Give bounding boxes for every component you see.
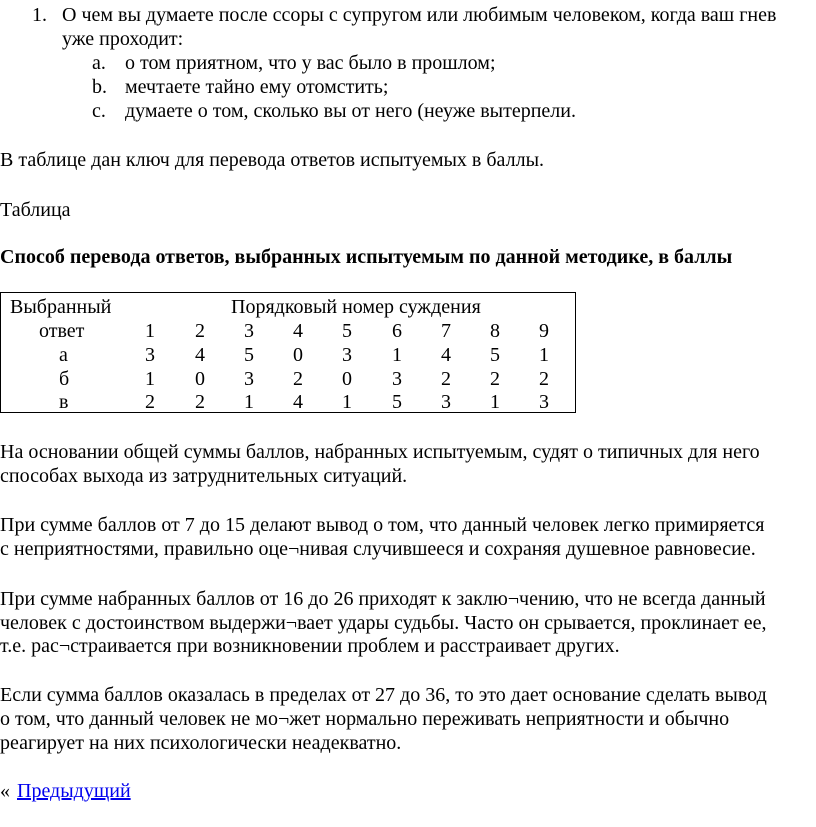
table-number: 3 <box>244 320 254 342</box>
intro-text: В таблице дан ключ для перевода ответов испытуемых в баллы. <box>0 149 545 171</box>
table-row-label: б <box>59 368 70 390</box>
table-cell: 2 <box>145 391 155 413</box>
table-label: Таблица <box>0 199 71 221</box>
table-cell: 1 <box>539 344 549 366</box>
paragraph-line: с неприятностями, правильно оце¬нивая случившееся и сохраняя душевное равновесие. <box>0 538 756 560</box>
table-cell: 2 <box>293 368 303 390</box>
table-number: 9 <box>539 320 549 342</box>
option-text-b: мечтаете тайно ему отомстить; <box>125 76 389 98</box>
table-cell: 3 <box>441 391 451 413</box>
table-number: 8 <box>490 320 500 342</box>
score-table <box>0 292 576 413</box>
paragraph-line: способах выхода из затруднительных ситуаций. <box>0 465 408 487</box>
table-cell: 4 <box>293 391 303 413</box>
table-number: 5 <box>342 320 352 342</box>
table-cell: 5 <box>490 344 500 366</box>
prev-nav-prefix: « <box>0 780 10 802</box>
table-header-left-line1: Выбранный <box>10 296 112 318</box>
table-number: 7 <box>441 320 451 342</box>
paragraph-line: т.е. рас¬страивается при возникновении проблем и расстраивает других. <box>0 635 620 657</box>
table-cell: 5 <box>244 344 254 366</box>
table-cell: 5 <box>392 391 402 413</box>
table-row-label: а <box>59 344 68 366</box>
table-cell: 3 <box>392 368 402 390</box>
table-cell: 1 <box>490 391 500 413</box>
table-header-left-line2: ответ <box>39 320 85 342</box>
paragraph-line: При сумме набранных баллов от 16 до 26 приходят к заклю¬чению, что не всегда данный <box>0 588 766 610</box>
option-text-c: думаете о том, сколько вы от него (неуже вытерпели. <box>125 100 576 122</box>
table-cell: 4 <box>441 344 451 366</box>
table-number: 2 <box>195 320 205 342</box>
table-cell: 1 <box>342 391 352 413</box>
table-number: 4 <box>293 320 303 342</box>
paragraph-line: реагирует на них психологически неадекватно. <box>0 732 402 754</box>
paragraph-line: На основании общей суммы баллов, набранных испытуемым, судят о типичных для него <box>0 441 760 463</box>
table-cell: 4 <box>195 344 205 366</box>
table-cell: 1 <box>392 344 402 366</box>
table-cell: 3 <box>145 344 155 366</box>
option-letter-b: b. <box>92 76 107 98</box>
option-letter-a: a. <box>92 52 106 74</box>
table-cell: 0 <box>293 344 303 366</box>
option-text-a: о том приятном, что у вас было в прошлом; <box>125 52 496 74</box>
paragraph-line: Если сумма баллов оказалась в пределах от 27 до 36, то это дает основание сделать вывод <box>0 684 767 706</box>
option-letter-c: c. <box>92 100 106 122</box>
question-text-line2: уже проходит: <box>62 28 184 50</box>
table-cell: 3 <box>539 391 549 413</box>
paragraph-line: При сумме баллов от 7 до 15 делают вывод о том, что данный человек легко примиряется <box>0 514 765 536</box>
table-cell: 1 <box>145 368 155 390</box>
table-cell: 0 <box>342 368 352 390</box>
table-number: 6 <box>392 320 402 342</box>
table-row-label: в <box>59 391 69 413</box>
table-header-right: Порядковый номер суждения <box>231 296 481 318</box>
table-cell: 2 <box>195 391 205 413</box>
prev-page-link[interactable]: Предыдущий <box>17 780 131 802</box>
table-cell: 1 <box>244 391 254 413</box>
table-number: 1 <box>145 320 155 342</box>
table-cell: 2 <box>539 368 549 390</box>
paragraph-line: о том, что данный человек не мо¬жет нормально переживать неприятности и обычно <box>0 708 730 730</box>
table-cell: 3 <box>244 368 254 390</box>
question-text-line1: О чем вы думаете после ссоры с супругом или любимым человеком, когда ваш гнев <box>62 4 777 26</box>
table-cell: 0 <box>195 368 205 390</box>
table-cell: 2 <box>441 368 451 390</box>
table-cell: 2 <box>490 368 500 390</box>
table-cell: 3 <box>342 344 352 366</box>
question-number: 1. <box>32 4 47 26</box>
table-title: Способ перевода ответов, выбранных испытуемым по данной методике, в баллы <box>0 246 733 268</box>
paragraph-line: человек с достоинством выдержи¬вает удары судьбы. Часто он срывается, проклинает ее, <box>0 612 767 634</box>
